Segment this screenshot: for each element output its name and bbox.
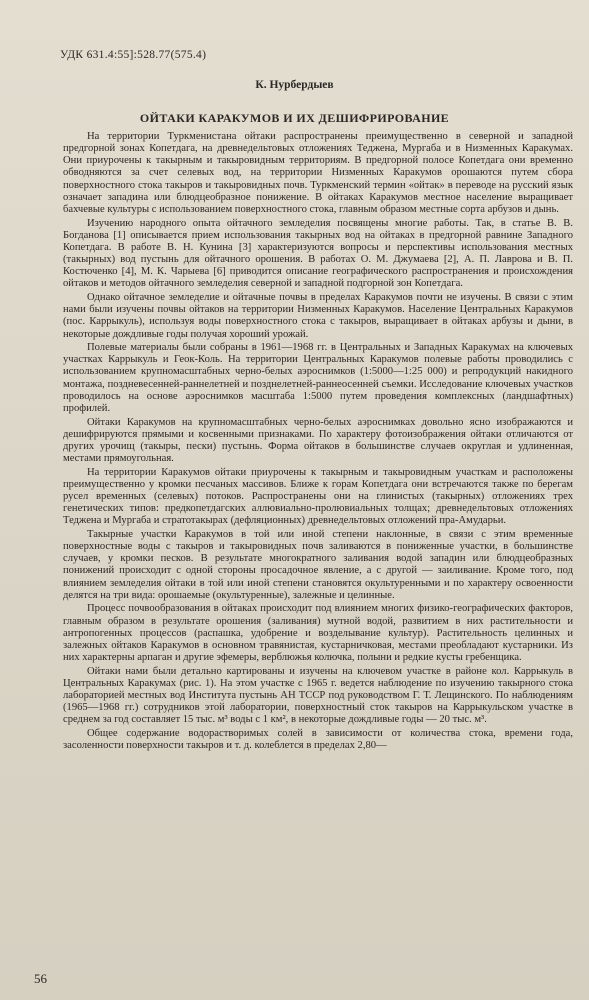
paragraph: Полевые материалы были собраны в 1961—1968 гг. в Центральных и Западных Каракумах на ключевых участках Каррыкуль и Геок-Коль. На территории Центральных Каракумов полевые работы проводились с использованием крупномасштабных черно-белых аэроснимков (1:5000—1:25 000) и репродукций накидного монтажа, поздневесенней-раннелетней и позднелетней-раннеосенней съемки. Исследование ключевых участков проводилось на основе аэроснимков масштаба 1:5000 путем проведения комплексных (ландшафтных) профилей.	[63, 342, 573, 414]
author-name: К. Нурбердыев	[255, 79, 334, 91]
paragraph: Изучению народного опыта ойтачного земледелия посвящены многие работы. Так, в статье В. В. Богданова [1] описывается прием использования такырных вод на ойтаках в предгорной равнине Западного Копетдага. В работе В. Н. Кунина [3] характеризуются вопросы и перспективы использования местных (такырных) вод пустынь для ойтачного орошения. В работах О. М. Джумаева [2], А. П. Лаврова и В. П. Костюченко [4], М. К. Чарыева [6] приводится описание географического распространения и происхождения ойтаков и методов ойтачного земледелия северной и западной подгорной зон Копетдага.	[63, 217, 573, 290]
paragraph: Ойтаки Каракумов на крупномасштабных черно-белых аэроснимках довольно ясно изображаются и дешифрируются прямыми и косвенными признаками. По характеру фотоизображения ойтаки отличаются от других урочищ (такыры, пески) пустынь. Форма ойтаков в большинстве случаев округлая и удлиненная, местами прямоугольная.	[63, 416, 573, 465]
paragraph: На территории Каракумов ойтаки приурочены к такырным и такыровидным участкам и расположены преимущественно у кромки песчаных массивов. Ближе к горам Копетдага они встречаются также по берегам русел временных (селевых) потоков. Распространены они на глинистых (такырных) отложениях трех генетических типов: предкопетдагских аллювиально-пролювиальных толщах; древнедельтовых отложениях Теджена и Мургаба и стратотакырах (дефляционных) древнедельтовых отложений пра-Амударьи.	[63, 466, 573, 527]
paragraph: Общее содержание водорастворимых солей в зависимости от количества стока, времени года, засоленности поверхности такыров и т. д. колеблется в пределах 2,80—	[63, 728, 573, 752]
paragraph: Такырные участки Каракумов в той или иной степени наклонные, в связи с этим временные поверхностные воды с такыров и такыровидных почв заливаются в пониженные участки, в большинстве случаев, у кромки песков. В результате многократного заливания водой западин или блюдцеобразных понижений происходит с одной стороны просадочное явление, а с другой — заиливание. Кроме того, под влиянием земледелия ойтаки в той или иной степени становятся окультуренными и по характеру освоенности делятся на три вида: орошаемые (окультуренные), залежные и целинные.	[63, 529, 573, 601]
paragraph: На территории Туркменистана ойтаки распространены преимущественно в северной и западной предгорной зонах Копетдага, на древнедельтовых отложениях Теджена, Мургаба и в Низменных Каракумах. Они приурочены к такырным и такыровидным территориям. В предгорной полосе Копетдага они временно обводняются за счет селевых вод, на территории Низменных Каракумов орошаются путем сбора поверхностного стока такыров и такыровидных почв. Туркменский термин «ойтак» в переводе на русский язык означает западина или блюдцеобразное понижение. В ойтаках Каракумов местное население выращивает бахчевые культуры с использованием поверхностного стока, главным образом местные сорта арбузов и дынь.	[63, 131, 573, 215]
paragraph: Процесс почвообразования в ойтаках происходит под влиянием многих физико-географических факторов, главным образом в результате орошения (заливания) мутной водой, развитием в них растительности и антропогенных процессов (распашка, удобрение и возделывание культур). Растительность целинных и залежных ойтаков Каракумов в основном травянистая, кустарничковая, местами преобладают кустарники. Из них характерны арпаган и другие эфемеры, верблюжья колючка, полыни и редкие кусты гребенщика.	[63, 603, 573, 664]
article-title: ОЙТАКИ КАРАКУМОВ И ИХ ДЕШИФРИРОВАНИЕ	[139, 111, 450, 125]
page-number: 56	[34, 971, 47, 986]
udc-code: УДК 631.4:55]:528.77(575.4)	[60, 49, 207, 61]
paragraph: Ойтаки нами были детально картированы и изучены на ключевом участке в районе кол. Каррыкуль в Центральных Каракумах (рис. 1). На этом участке с 1965 г. ведется наблюдение по изучению такырного стока лабораторией местных вод Института пустынь АН ТССР под руководством Г. Т. Лещинского. По наблюдениям (1965—1968 гг.) сотрудников этой лаборатории, поверхностный сток такыров на Каррыкульском участке в среднем за год составляет 15 тыс. м³ воды с 1 км², в некоторые дождливые годы — 20 тыс. м³.	[63, 665, 573, 726]
paragraph: Однако ойтачное земледелие и ойтачные почвы в пределах Каракумов почти не изучены. В связи с этим нами были изучены почвы ойтаков на территории Низменных Каракумов. Население Центральных Каракумов (пос. Каррыкуль), используя воды поверхностного стока с такыров, выращивает в ойтаках арбузы и дыни, в некоторые дождливые годы получая хороший урожай.	[63, 292, 573, 340]
article-body	[63, 131, 573, 754]
